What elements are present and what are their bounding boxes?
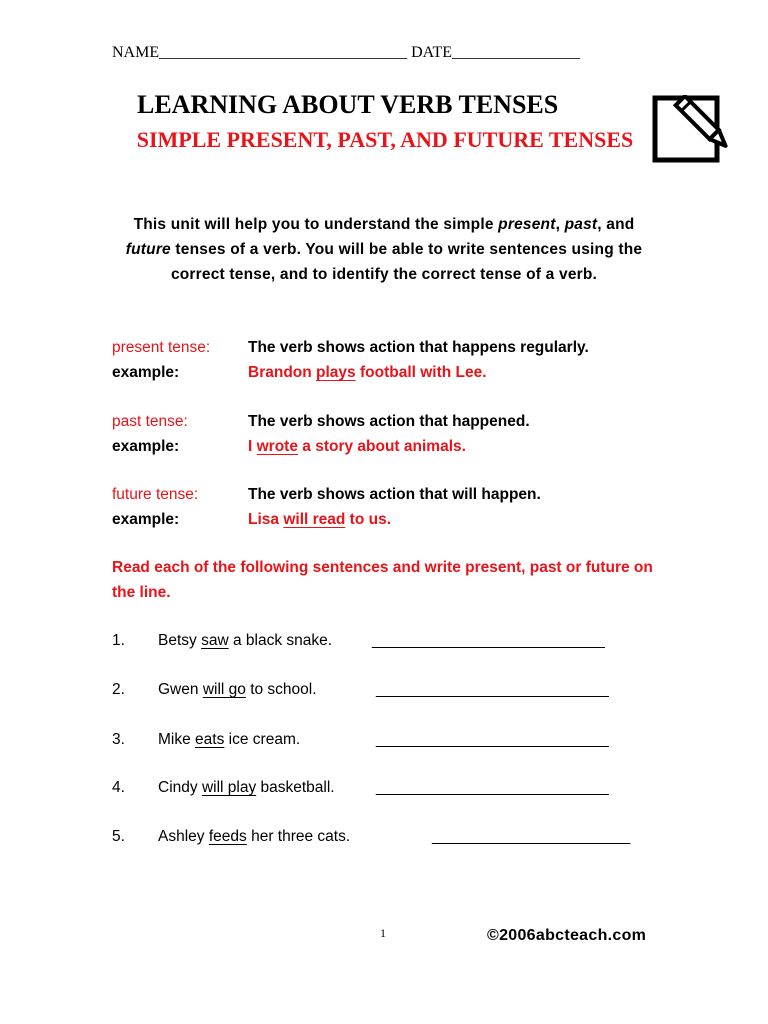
answer-line[interactable]: ___________________________ (376, 731, 609, 748)
intro-sep: , (555, 216, 565, 233)
name-label: NAME (112, 44, 160, 61)
copyright: ©2006abcteach.com (487, 927, 647, 944)
item-number: 3. (112, 731, 125, 748)
intro-future: future (125, 241, 171, 258)
example-text: I wrote a story about animals. (248, 438, 466, 455)
exercise-item-4: 4. Cindy will play basketball. ___________________________ (112, 779, 609, 796)
intro-paragraph (112, 212, 656, 287)
exercise-item-1: 1. Betsy saw a black snake. ___________________________ (112, 632, 605, 649)
exercise-item-5: 5. Ashley feeds her three cats. _______________________ (112, 828, 631, 845)
intro-past: past (564, 216, 598, 233)
item-verb: feeds (208, 828, 247, 845)
instructions: Read each of the following sentences and write present, past or future on the line. (112, 559, 653, 601)
page-title: LEARNING ABOUT VERB TENSES (137, 90, 559, 119)
intro-text: tenses of a verb. You will be able to write sentences using the correct tense, and to identify the correct tense of a verb. (170, 241, 643, 283)
pencil-paper-icon (652, 95, 742, 165)
answer-line[interactable]: ___________________________ (372, 632, 605, 649)
definition-present (112, 335, 589, 385)
item-verb: will go (202, 681, 246, 698)
example-label: example: (112, 511, 180, 528)
page-number: 1 (380, 926, 386, 940)
definition-text: The verb shows action that will happen. (248, 486, 541, 503)
intro-sep: , and (597, 216, 635, 233)
date-label: DATE (411, 44, 452, 61)
item-number: 5. (112, 828, 125, 845)
item-number: 4. (112, 779, 125, 796)
example-label: example: (112, 438, 180, 455)
item-number: 2. (112, 681, 125, 698)
date-blank[interactable]: ________________ (452, 44, 580, 61)
item-verb: will play (201, 779, 257, 796)
intro-text: This unit will help you to understand the simple (133, 216, 499, 233)
exercise-item-3: 3. Mike eats ice cream. ___________________________ (112, 731, 609, 748)
header-line (112, 44, 580, 62)
definition-text: The verb shows action that happened. (248, 413, 530, 430)
exercise-item-2: 2. Gwen will go to school. ___________________________ (112, 681, 609, 698)
item-verb: saw (201, 632, 229, 649)
example-text: Lisa will read to us. (248, 511, 391, 528)
name-blank[interactable]: _______________________________ (159, 44, 408, 61)
item-number: 1. (112, 632, 125, 649)
definition-label: future tense: (112, 486, 199, 503)
definition-past (112, 409, 530, 459)
example-label: example: (112, 364, 180, 381)
intro-present: present (498, 216, 556, 233)
definition-text: The verb shows action that happens regularly. (248, 339, 589, 356)
answer-line[interactable]: ___________________________ (376, 681, 609, 698)
example-text: Brandon plays football with Lee. (248, 364, 487, 381)
definition-future (112, 482, 541, 532)
item-verb: eats (195, 731, 225, 748)
definition-label: present tense: (112, 339, 211, 356)
definition-label: past tense: (112, 413, 188, 430)
page-subtitle: SIMPLE PRESENT, PAST, AND FUTURE TENSES (136, 127, 634, 152)
answer-line[interactable]: _______________________ (432, 828, 631, 845)
answer-line[interactable]: ___________________________ (376, 779, 609, 796)
